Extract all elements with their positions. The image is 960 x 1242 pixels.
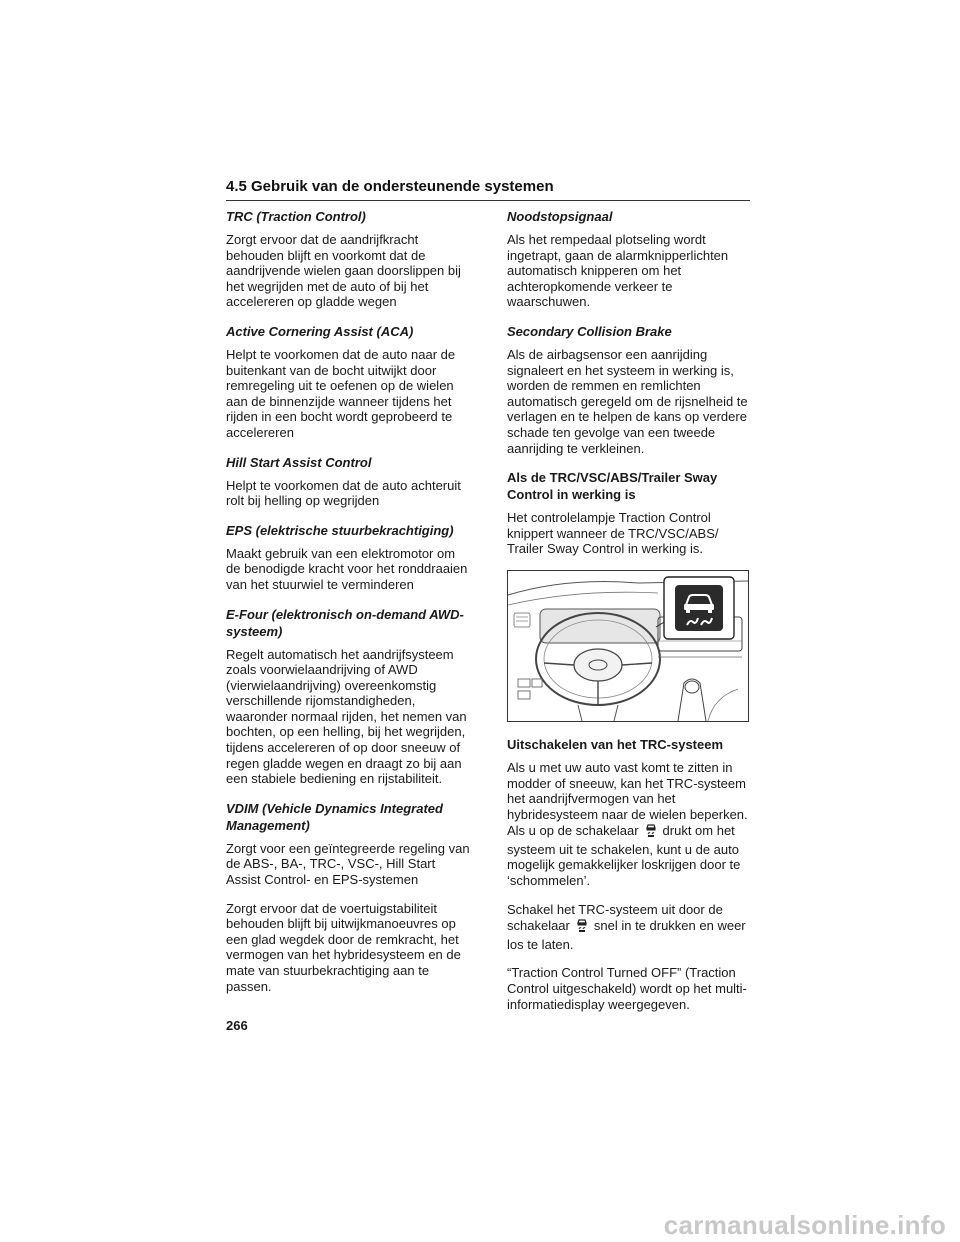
scb-paragraph: Als de airbagsensor een aanrijding signaleert en het systeem in werking is, worden de remmen en remlichten automatisch geregeld om de rijsnelheid te verlagen en te helpen de kans op verdere schade ten gevolge van een tweede aanrijding te verkleinen. xyxy=(507,346,748,456)
dashboard-drawing xyxy=(508,571,748,721)
switch-text-a: Schakel het TRC-systeem uit door de schakelaar xyxy=(507,901,723,934)
hsa-paragraph: Helpt te voorkomen dat de auto achteruit rolt bij helling op wegrijden xyxy=(226,477,461,509)
disable-paragraph xyxy=(507,760,752,889)
disable-text-a: Als u met uw auto vast komt te zitten in modder of sneeuw, kan het TRC-systeem het aandrijfvermogen van het hybridesysteem naar de wielen beperken. Als u op de schakelaar xyxy=(507,759,748,839)
trc-heading: TRC (Traction Control) xyxy=(226,209,366,224)
trc-off-switch-icon xyxy=(574,917,590,937)
ess-paragraph: Als het rempedaal plotseling wordt ingetrapt, gaan de alarmknipperlichten automatisch knipperen om het achteropkomende verkeer te waarschuwen. xyxy=(507,232,729,310)
vdim-heading: VDIM (Vehicle Dynamics Integrated Management) xyxy=(226,800,443,833)
ess-heading: Noodstopsignaal xyxy=(507,209,613,224)
vdim-paragraph-1: Zorgt voor een geïntegreerde regeling van de ABS-, BA-, TRC-, VSC-, Hill Start Assist Control- en EPS-systemen xyxy=(226,840,470,888)
vdim-paragraph-2: Zorgt ervoor dat de voertuigstabiliteit behouden blijft bij uitwijkmanoeuvres op een glad wegdek door de remkracht, het vermogen van het hybridesysteem en de mate van stuurbekrachtiging aan te passen. xyxy=(226,900,461,994)
switch-paragraph xyxy=(507,902,752,953)
eps-heading: EPS (elektrische stuurbekrachtiging) xyxy=(226,522,454,538)
watermark: carmanualsonline.info xyxy=(663,1210,946,1240)
trc-paragraph: Zorgt ervoor dat de aandrijfkracht behouden blijft en voorkomt dat de aandrijvende wielen gaan doorslippen bij het wegrijden met de auto of bij het accelereren op gladde wegen xyxy=(226,232,461,310)
efour-heading: E-Four (elektronisch on-demand AWD-systeem) xyxy=(226,606,464,639)
left-column xyxy=(226,208,471,1007)
page-number: 266 xyxy=(226,1018,248,1033)
aca-heading: Active Cornering Assist (ACA) xyxy=(226,323,414,339)
trc-off-switch-icon xyxy=(643,822,659,842)
scb-heading: Secondary Collision Brake xyxy=(507,323,672,339)
operating-heading: Als de TRC/VSC/ABS/Trailer Sway Control in werking is xyxy=(507,470,718,503)
right-column xyxy=(507,208,752,1025)
hsa-heading: Hill Start Assist Control xyxy=(226,454,372,470)
operating-paragraph: Het controlelampje Traction Control knippert wanneer de TRC/VSC/ABS/ Trailer Sway Control in werking is. xyxy=(507,510,719,557)
message-paragraph: “Traction Control Turned OFF” (Traction Control uitgeschakeld) wordt op het multi-informatiedisplay weergegeven. xyxy=(507,965,747,1012)
efour-paragraph: Regelt automatisch het aandrijfsysteem zoals voorwielaandrijving of AWD (vierwielaandrijving) overeenkomstig verschillende rijomstandigheden, waaronder normaal rijden, het nemen van bochten, op een helling, bij het wegrijden, tijdens accelereren of op door sneeuw of regen gladde wegen en draagt zo bij aan een stabiele bediening en rijstabiliteit. xyxy=(226,646,467,787)
dashboard-illustration xyxy=(507,570,749,722)
disable-text-b: drukt om het systeem uit te schakelen, kunt u de auto mogelijk gemakkelijker loskrijgen door te ‘schommelen’. xyxy=(507,823,741,889)
aca-paragraph: Helpt te voorkomen dat de auto naar de buitenkant van de bocht uitwijkt door remregeling uit te oefenen op de wielen aan de binnenzijde wanneer tijdens het rijden in een bocht wordt geprobeerd te accelereren xyxy=(226,346,456,440)
eps-paragraph: Maakt gebruik van een elektromotor om de benodigde kracht voor het ronddraaien van het stuurwiel te verminderen xyxy=(226,545,468,592)
switch-text-b: snel in te drukken en weer los te laten. xyxy=(507,918,746,952)
section-header: 4.5 Gebruik van de ondersteunende systemen xyxy=(226,178,750,201)
disable-heading: Uitschakelen van het TRC-systeem xyxy=(507,736,724,752)
